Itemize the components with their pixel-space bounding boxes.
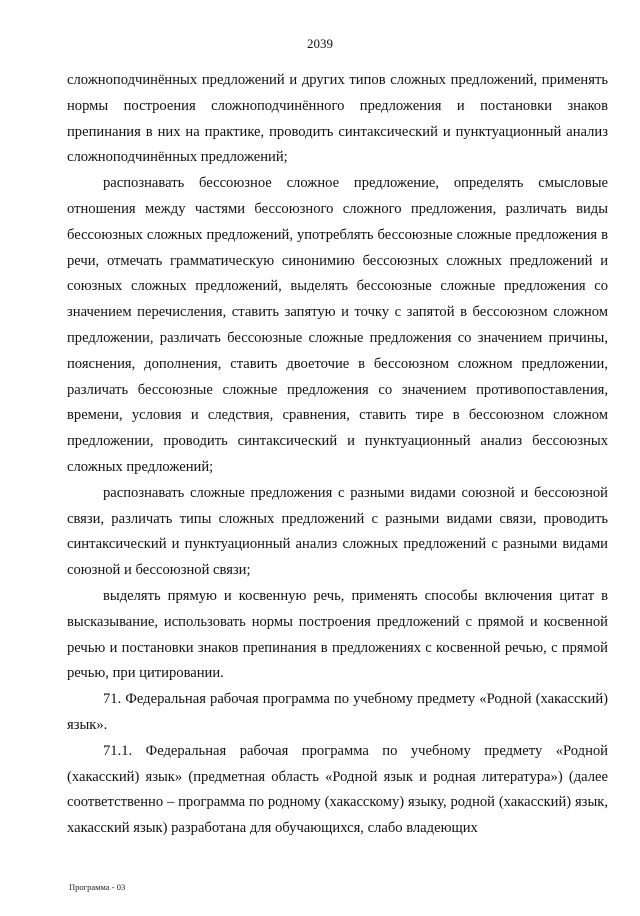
page-number: 2039 [307,36,333,51]
section-71-1: 71.1. Федеральная рабочая программа по учебному предмету «Родной (хакасский) язык» (предметная область «Родной язык и родная литература») (далее соответственно – программа по родному (хакасскому) языку, родной (хакасский) язык, хакасский язык) разработана для обучающихся, слабо владеющих [67,742,608,837]
footer-label: Программа - 03 [69,882,126,892]
paragraph-mixed-connection-sentences: распознавать сложные предложения с разными видами союзной и бессоюзной связи, различать типы сложных предложений с разными видами связи, проводить синтаксический и пунктуационный анализ сложных предложений с разными видами союзной и бессоюзной связи; [67,484,608,579]
section-heading-71: 71. Федеральная рабочая программа по учебному предмету «Родной (хакасский) язык». [67,691,608,733]
document-body [67,68,608,842]
paragraph-complex-sentences: сложноподчинённых предложений и других типов сложных предложений, применять нормы построения сложноподчинённого предложения и постановки знаков препинания в них на практике, проводить синтаксический и пунктуационный анализ сложноподчинённых предложений; [67,72,608,166]
paragraph-direct-indirect-speech: выделять прямую и косвенную речь, применять способы включения цитат в высказывание, использовать нормы построения предложений с прямой и косвенной речью и постановки знаков препинания в предложениях с косвенной речью, с прямой речью, при цитировании. [67,587,608,682]
paragraph-asyndetic-sentences: распознавать бессоюзное сложное предложение, определять смысловые отношения между частями бессоюзного сложного предложения, различать виды бессоюзных сложных предложений, употреблять бессоюзные сложные предложения в речи, отмечать грамматическую синонимию бессоюзных сложных предложений и союзных сложных предложений, выделять бессоюзные сложные предложения со значением перечисления, ставить запятую и точку с запятой в бессоюзном сложном предложении, различать бессоюзные сложные предложения со значением причины, пояснения, дополнения, ставить двоеточие в бессоюзном сложном предложении, различать бессоюзные сложные предложения со значением противопоставления, времени, условия и следствия, сравнения, ставить тире в бессоюзном сложном предложении, проводить синтаксический и пунктуационный анализ бессоюзных сложных предложений; [67,175,608,475]
